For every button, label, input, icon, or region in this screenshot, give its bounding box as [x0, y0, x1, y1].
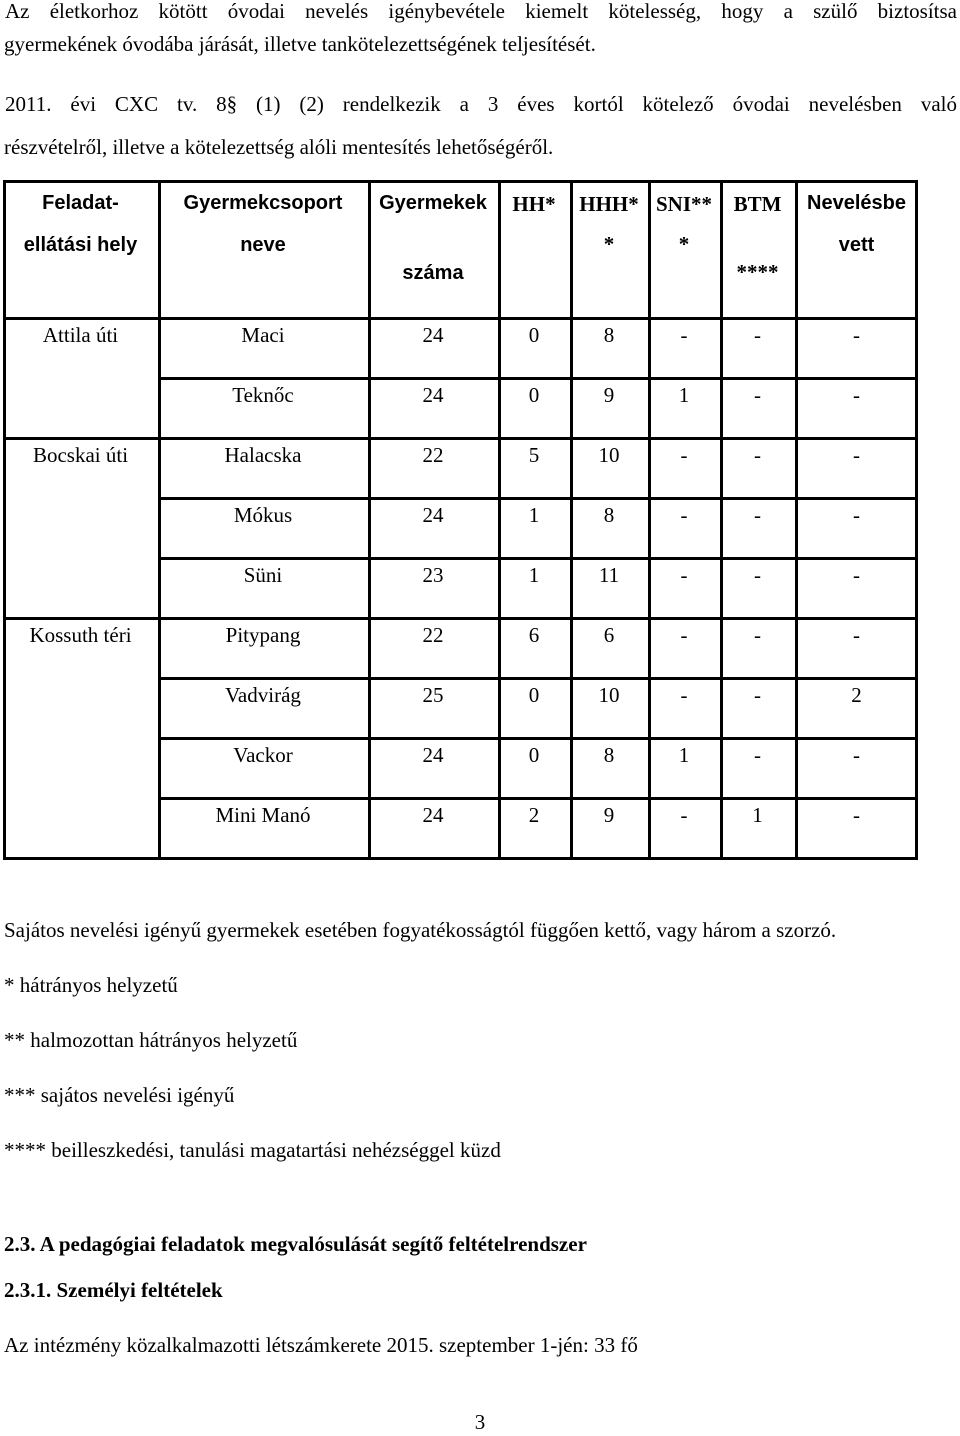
cell-nevelesbe: - — [853, 623, 860, 647]
cell-nevelesbe: - — [853, 503, 860, 527]
cell-sni: - — [680, 803, 688, 827]
cell-hh: 0 — [528, 683, 540, 707]
cell-count: 24 — [422, 323, 444, 347]
cell-hh: 1 — [528, 563, 540, 587]
table-hline-top — [3, 180, 918, 183]
table-hline-row — [158, 377, 918, 380]
cell-group: Halacska — [224, 443, 302, 467]
section-heading-2-3-1: 2.3.1. Személyi feltételek — [4, 1278, 223, 1302]
cell-count: 22 — [422, 443, 444, 467]
cell-sni: 1 — [678, 743, 690, 767]
cell-sni: - — [680, 443, 688, 467]
cell-btm: - — [754, 443, 761, 467]
cell-group: Süni — [243, 563, 283, 587]
cell-nevelesbe: - — [853, 563, 860, 587]
kindergarten-groups-table — [3, 180, 918, 860]
intro-line-3: 2011. évi CXC tv. 8§ (1) (2) rendelkezik a 3 éves kortól kötelező óvodai nevelésben való — [5, 92, 957, 116]
header-hhh-line1: HHH* — [579, 192, 639, 216]
header-place-line2: ellátási hely — [23, 234, 138, 256]
intro-line-4: részvételről, illetve a kötelezettség alóli mentesítés lehetőségéről. — [4, 135, 554, 159]
cell-hh: 2 — [528, 803, 540, 827]
intro-line-1: Az életkorhoz kötött óvodai nevelés igénybevétele kiemelt kötelesség, hogy a szülő biztosítsa — [5, 0, 957, 23]
cell-hhh: 10 — [598, 683, 620, 707]
cell-group: Vadvirág — [225, 683, 301, 707]
intro-line-2: gyermekének óvodába járását, illetve tankötelezettségének teljesítését. — [4, 32, 596, 56]
header-nev-line2: vett — [838, 234, 875, 256]
cell-place: Bocskai úti — [32, 443, 129, 467]
header-hh: HH* — [512, 192, 556, 216]
table-hline-row — [158, 557, 918, 560]
cell-group: Teknőc — [232, 383, 294, 407]
table-hline-row — [158, 737, 918, 740]
cell-sni: - — [680, 683, 688, 707]
header-group-line1: Gyermekcsoport — [183, 192, 343, 214]
cell-nevelesbe: - — [853, 803, 860, 827]
header-group-line2: neve — [240, 234, 286, 256]
table-hline-row — [158, 677, 918, 680]
cell-nevelesbe: - — [853, 383, 860, 407]
cell-group: Mini Manó — [215, 803, 311, 827]
cell-count: 24 — [422, 743, 444, 767]
cell-count: 22 — [422, 623, 444, 647]
cell-sni: - — [680, 563, 688, 587]
cell-btm: - — [754, 683, 761, 707]
section-heading-2-3: 2.3. A pedagógiai feladatok megvalósulását segítő feltételrendszer — [4, 1232, 587, 1256]
header-sni-line2: * — [678, 232, 690, 256]
table-hline-row — [3, 617, 918, 620]
cell-sni: - — [680, 503, 688, 527]
table-hline-row — [3, 437, 918, 440]
header-btm-line1: BTM — [733, 192, 782, 216]
sni-multiplier-note: Sajátos nevelési igényű gyermekek esetében fogyatékosságtól függően kettő, vagy három a szorzó. — [4, 918, 837, 942]
cell-hh: 0 — [528, 383, 540, 407]
cell-count: 23 — [422, 563, 444, 587]
cell-count: 24 — [422, 383, 444, 407]
page-number: 3 — [474, 1410, 486, 1434]
cell-hhh: 8 — [603, 323, 615, 347]
table-hline-header — [3, 317, 918, 320]
table-hline-row — [158, 497, 918, 500]
cell-btm: - — [754, 503, 761, 527]
cell-group: Pitypang — [225, 623, 301, 647]
footnote-sni: *** sajátos nevelési igényű — [4, 1083, 235, 1107]
cell-btm: 1 — [752, 803, 763, 827]
staff-count-text: Az intézmény közalkalmazotti létszámkerete 2015. szeptember 1-jén: 33 fő — [4, 1333, 638, 1357]
cell-place: Kossuth téri — [29, 623, 132, 647]
header-hhh-line2: * — [603, 232, 615, 256]
cell-sni: 1 — [678, 383, 690, 407]
cell-hhh: 11 — [598, 563, 620, 587]
table-hline-row — [158, 797, 918, 800]
cell-nevelesbe: - — [853, 323, 860, 347]
cell-nevelesbe: 2 — [851, 683, 862, 707]
footnote-btm: **** beilleszkedési, tanulási magatartási nehézséggel küzd — [4, 1138, 501, 1162]
cell-btm: - — [754, 383, 761, 407]
table-hline-row — [3, 857, 918, 860]
cell-btm: - — [754, 323, 761, 347]
cell-group: Vackor — [233, 743, 293, 767]
header-count-line2: száma — [402, 262, 464, 284]
cell-count: 24 — [422, 803, 444, 827]
cell-hh: 0 — [528, 323, 540, 347]
header-count-line1: Gyermekek — [379, 192, 487, 214]
cell-hhh: 8 — [603, 743, 615, 767]
cell-hh: 0 — [528, 743, 540, 767]
header-nev-line1: Nevelésbe — [807, 192, 906, 214]
cell-hhh: 8 — [603, 503, 615, 527]
cell-hh: 1 — [528, 503, 540, 527]
cell-hhh: 9 — [603, 803, 615, 827]
cell-count: 24 — [422, 503, 444, 527]
cell-hhh: 6 — [603, 623, 615, 647]
footnote-hhh: ** halmozottan hátrányos helyzetű — [4, 1028, 298, 1052]
cell-nevelesbe: - — [853, 443, 860, 467]
cell-group: Maci — [241, 323, 285, 347]
cell-group: Mókus — [233, 503, 293, 527]
footnote-hh: * hátrányos helyzetű — [4, 973, 178, 997]
cell-btm: - — [754, 623, 761, 647]
table-vline — [3, 180, 6, 860]
header-place-line1: Feladat- — [42, 192, 119, 214]
cell-place: Attila úti — [42, 323, 119, 347]
cell-sni: - — [680, 323, 688, 347]
cell-btm: - — [754, 563, 761, 587]
cell-nevelesbe: - — [853, 743, 860, 767]
cell-hhh: 10 — [598, 443, 620, 467]
cell-btm: - — [754, 743, 761, 767]
cell-hhh: 9 — [603, 383, 615, 407]
cell-hh: 6 — [528, 623, 540, 647]
cell-sni: - — [680, 623, 688, 647]
cell-hh: 5 — [528, 443, 540, 467]
header-sni-line1: SNI** — [655, 192, 713, 216]
cell-count: 25 — [422, 683, 444, 707]
header-btm-line2: **** — [736, 260, 779, 284]
